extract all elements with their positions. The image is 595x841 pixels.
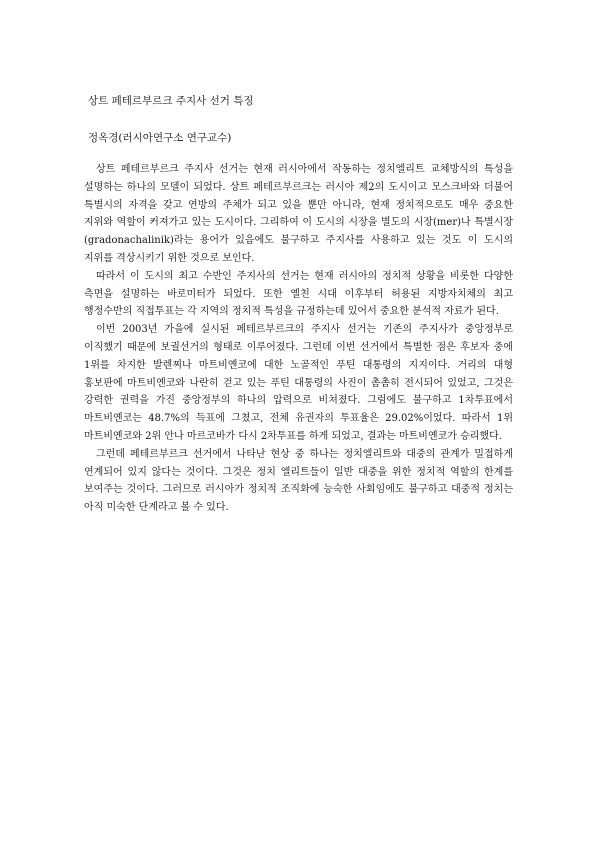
author-line: 정옥경(러시아연구소 연구교수) [88, 132, 232, 144]
paragraph: 따라서 이 도시의 최고 수반인 주지사의 선거는 현재 러시아의 정치적 상황을 비롯한 다양한 측면을 설명하는 바로미터가 되었다. 또한 옐친 시대 이후부터 허용된 지방자치체의 최고 행정수반의 직접투표는 각 지역의 정치적 특성을 규정하는데 있어서 중요한 분석적 자료가 된다. [84, 270, 513, 318]
paragraph: 이번 2003년 가을에 실시된 페테르부르크의 주지사 선거는 기존의 주지사가 중앙정부로 이직했기 때문에 보궐선거의 형태로 이루어졌다. 그런데 이번 선거에서 특별한 점은 후보자 중에 1위를 차지한 발렌찌나 마트비옌코에 대한 노골적인 푸틴 대통령의 지지이다. 거리의 대형 홍보판에 마트비옌코와 나란히 걷고 있는 푸틴 대통령의 사진이 촘촘히 전시되어 있었고, 그것은 강력한 권력을 가진 중앙정부의 하나의 압력으로 비쳐졌다. 그럼에도 불구하고 1차투표에서 마트비옌코는 48.7%의 득표에 그쳤고, 전체 유권자의 투표율은 29.02%이었다. 따라서 1위 마트비옌코와 2위 안나 마르코바가 다시 2차투표를 하게 되었고, 결과는 마트비옌코가 승리했다. [84, 324, 513, 442]
document-title: 상트 페테르부르크 주지사 선거 특징 [88, 95, 254, 107]
paragraph: 상트 페테르부르크 주지사 선거는 현재 러시아에서 작동하는 정치엘리트 교체방식의 특성을 설명하는 하나의 모델이 되었다. 상트 페테르부르크는 러시아 제2의 도시이고 모스크바와 더불어 특별시의 자격을 갖고 연방의 주체가 되고 있을 뿐만 아니라, 현재 정치적으로도 매우 중요한 지위와 역할이 커져가고 있는 도시이다. 그리하여 이 도시의 시장을 별도의 시장(mer)나 특별시장(gradonachalinik)라는 용어가 있음에도 불구하고 주지사를 사용하고 있는 것도 이 도시의 지위를 격상시키기 위한 것으로 보인다. [84, 164, 513, 264]
article-body [84, 161, 513, 517]
paragraph: 그런데 페테르부르크 선거에서 나타난 현상 중 하나는 정치엘리트와 대중의 관계가 밀접하게 연계되어 있지 않다는 것이다. 그것은 정치 엘리트들이 일반 대중을 위한 정치적 역할의 한계를 보여주는 것이다. 그러므로 러시아가 정치적 조직화에 능숙한 사회임에도 불구하고 대중적 정치는 아직 미숙한 단계라고 볼 수 있다. [84, 448, 513, 514]
